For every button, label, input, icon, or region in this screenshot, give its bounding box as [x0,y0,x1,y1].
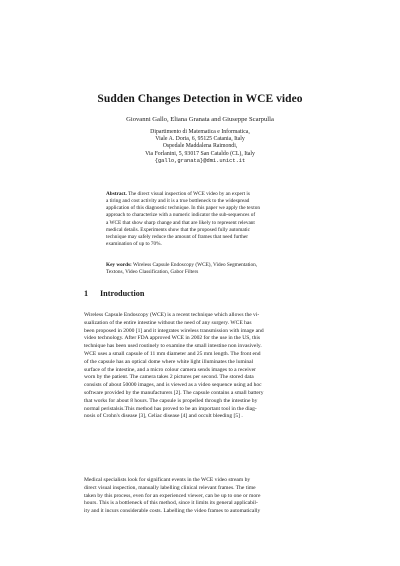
section-heading [84,289,144,298]
body-line: sualization of the entire intestine without the need of any surgery. WCE has [84,319,252,326]
affiliation-line: Dipartimento di Matematica e Informatica, [150,129,250,135]
abstract-line: medical details. Experiments show that the proposed fully automatic [106,226,250,233]
section-number: 1 [84,289,89,298]
author-list: Giovanni Gallo, Eliana Granata and Giuseppe Scarpulla [126,116,274,123]
body-line: normal peristalsis.This method has proved to be an important tool in the diag- [84,405,257,412]
affiliation-block [0,129,400,165]
keywords-label: Key words: [106,262,132,268]
body-line: that works for about 8 hours. The capsule is propelled through the intestine by [84,397,258,404]
body-line: video technology. After FDA approved WCE in 2002 for the use in the US, this [84,335,261,342]
body-line: Wireless Capsule Endoscopy (WCE) is a recent technique which allows the vi- [84,312,260,318]
author-emails: {gallo,granata}@dmi.unict.it [154,157,246,164]
body-line: ity and it incurs considerable costs. Labelling the video frames to automatically [84,508,261,515]
intro-paragraph-1 [84,312,316,421]
paper-title: Sudden Changes Detection in WCE video [97,93,303,105]
abstract-line: a tiring and cost activity and it is a true bottleneck to the widespread [106,198,250,205]
abstract-block [106,191,296,248]
keywords-line: Textons, Video Classification, Gabor Filters [106,269,199,276]
abstract-line: a WCE that show sharp change and that are likely to represent relevant [106,219,255,226]
abstract-line: approach to characterize with a numeric indicator the sub-sequences of [106,212,256,219]
body-line: consists of about 50000 images, and is viewed as a video sequence using ad hoc [84,382,262,389]
section-title: Introduction [100,289,145,298]
body-line: worn by the patient. The camera takes 2 pictures per second. The stored data [84,374,254,381]
body-line: direct visual inspection, manually labelling clinical relevant frames. The time [84,484,256,491]
affiliation-line: Viale A. Doria, 6, 95125 Catania, Italy [155,136,245,143]
abstract-line: application of this diagnostic technique. In this paper we apply the texton [106,205,260,212]
body-line: been proposed in 2000 [1] and it integrates wireless transmission with image and [84,327,264,334]
abstract-line: technique may safely reduce the amount of frames that need further [106,233,248,240]
affiliation-line: Via Forlanini, 5, 93017 San Cataldo (CL), Italy [145,150,255,157]
body-line: of the capsule has an optical dome where white light illuminates the luminal [84,358,254,365]
body-line: technique has been used routinely to examine the small intestine non invasively. [84,343,262,350]
body-line: nosis of Crohn's disease [3], Celiac disease [4] and occult bleeding [5] . [84,413,243,420]
abstract-line: examination of up to 70%. [106,241,162,248]
body-line: surface of the intestine, and a micro colour camera sends images to a receiver [84,366,256,373]
body-line: Medical specialists look for significant events in the WCE video stream by [84,477,251,483]
body-line: software provided by the manufacturers [2]. The capsule contains a small battery [84,389,264,396]
body-line: taken by this process, even for an experienced viewer, can be up to one or more [84,492,261,499]
affiliation-line: Ospedale Maddalena Raimondi, [162,143,238,150]
abstract-line [106,191,296,198]
keywords-block [106,262,296,276]
body-line: hours. This is a bottleneck of this method, since it limits its general applicabil- [84,500,258,507]
keywords-text: Wireless Capsule Endoscopy (WCE), Video Segmentation, [131,262,258,268]
abstract-text: The direct visual inspection of WCE video by an expert is [126,191,250,197]
body-line: WCE uses a small capsule of 11 mm diameter and 25 mm length. The front end [84,350,261,357]
intro-paragraph-2 [84,477,316,516]
abstract-label: Abstract. [106,191,127,197]
